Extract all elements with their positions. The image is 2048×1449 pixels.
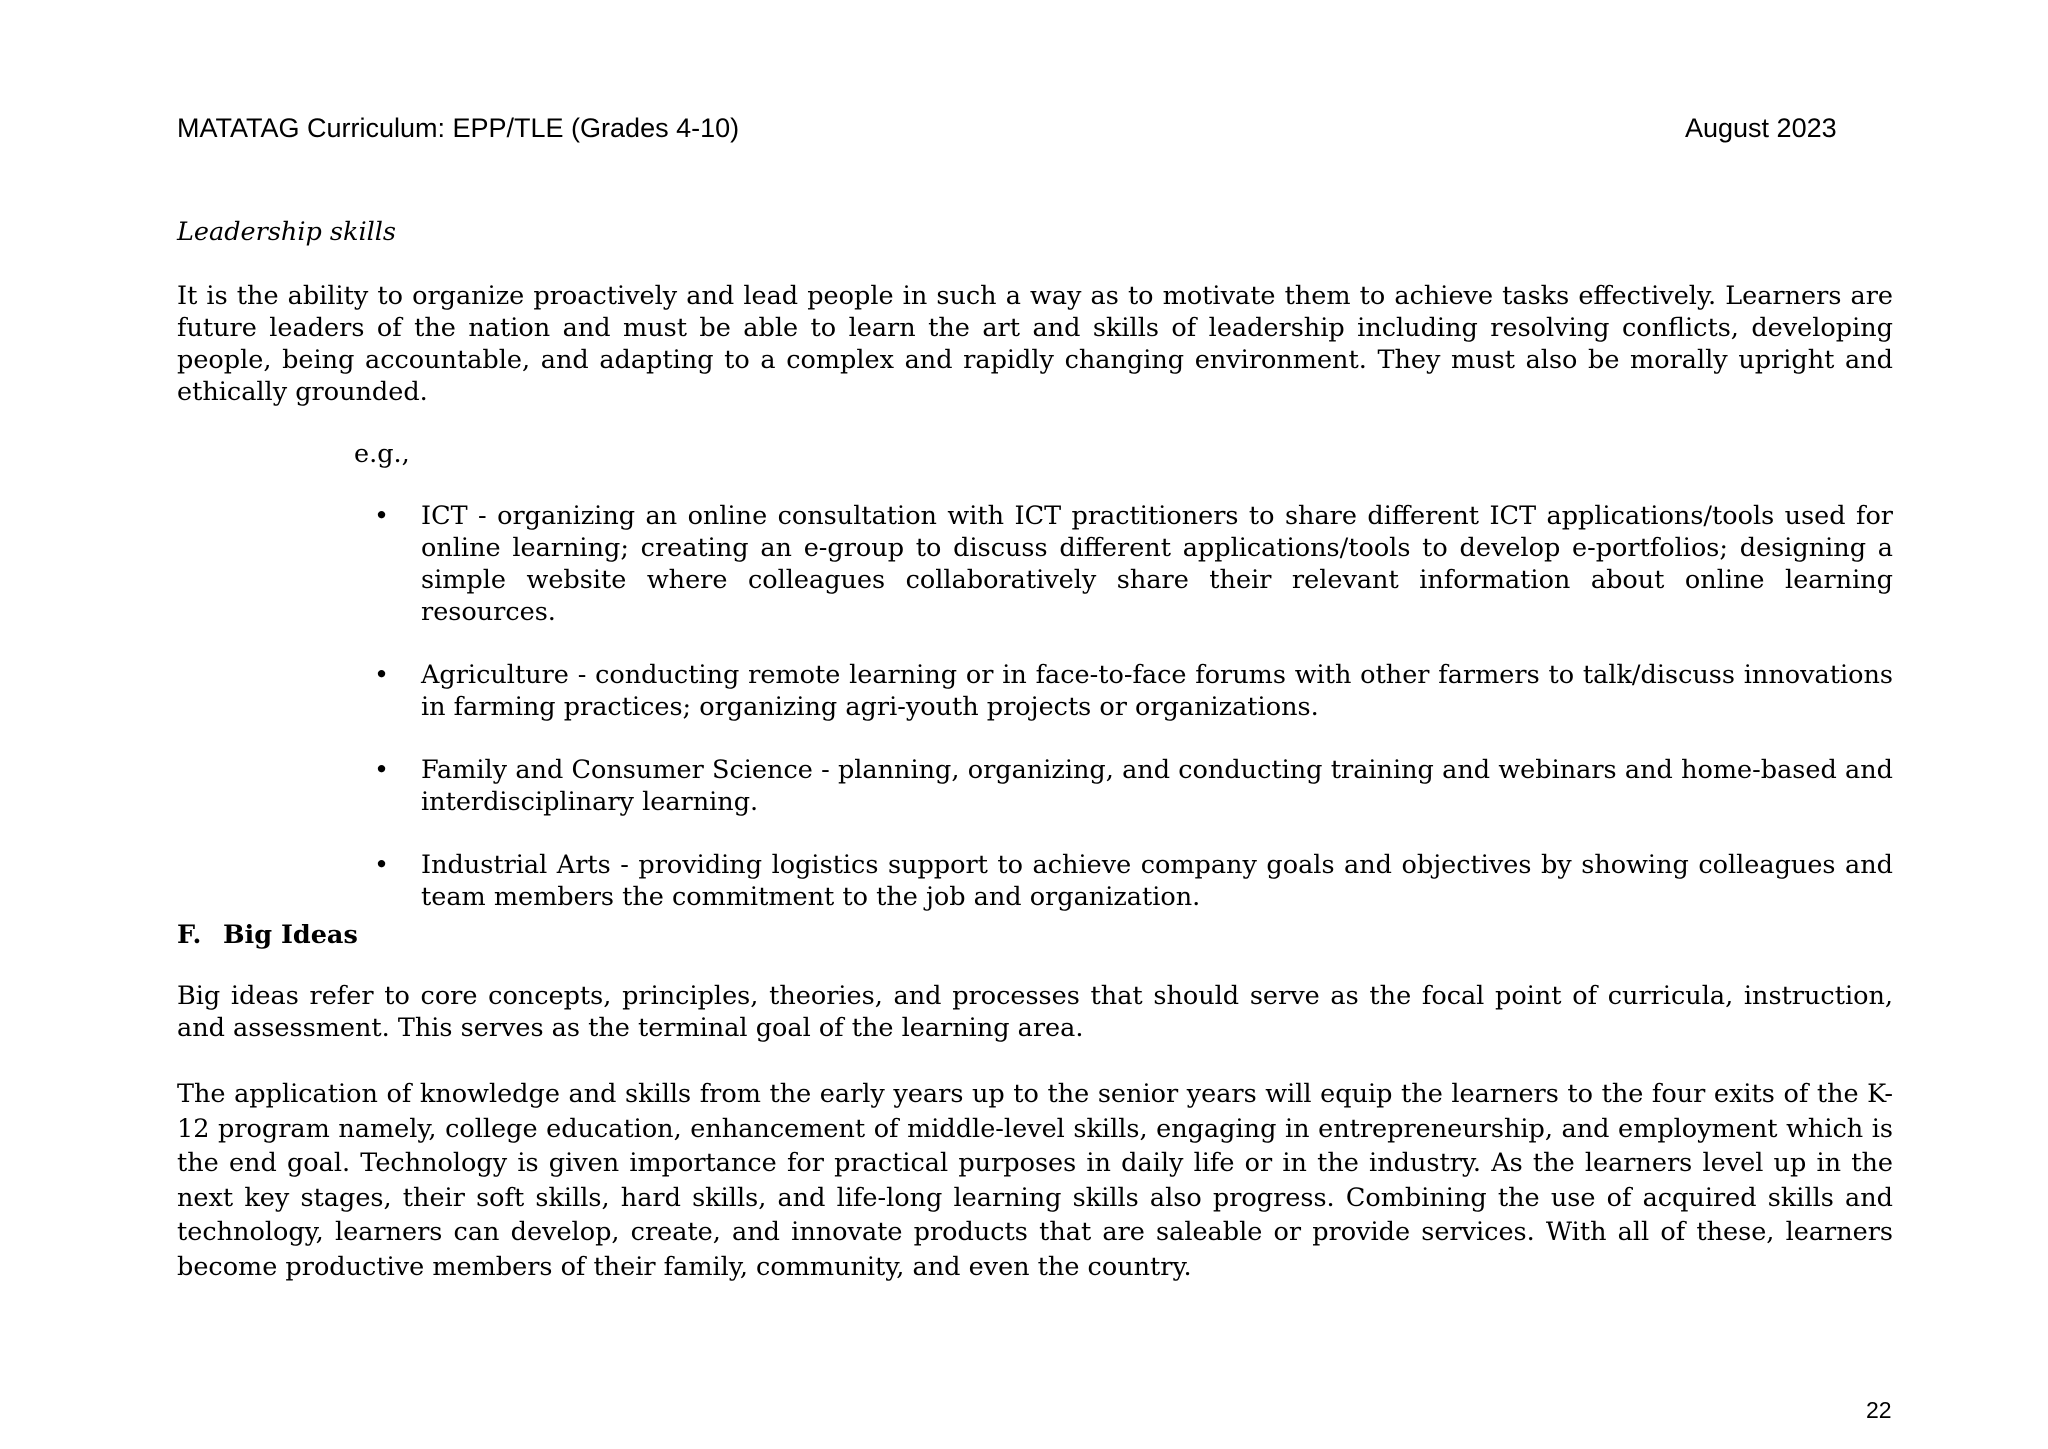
big-ideas-paragraph-1: Big ideas refer to core concepts, principles, theories, and processes that should serve as the focal point of curricula, instruction, and assessment. This serves as the terminal goal of the learning area. xyxy=(177,981,1893,1043)
big-ideas-heading xyxy=(177,919,358,951)
leadership-skills-heading: Leadership skills xyxy=(177,217,397,247)
bullet-text: ICT - organizing an online consultation with ICT practitioners to share different ICT applications/tools used for online learning; creating an e-group to discuss different applications/tools to develop e-portfolios; designing a simple website where colleagues collaboratively share their relevant information about online learning resources. xyxy=(421,501,1893,627)
section-letter: F. xyxy=(177,920,202,950)
leadership-paragraph: It is the ability to organize proactively and lead people in such a way as to motivate them to achieve tasks effectively. Learners are future leaders of the nation and must be able to learn the art and skills of leadership including resolving conflicts, developing people, being accountable, and adapting to a complex and rapidly changing environment. They must also be morally upright and ethically grounded. xyxy=(177,281,1893,407)
bullet-text: Agriculture - conducting remote learning or in face-to-face forums with other farmers to talk/discuss innovations in farming practices; organizing agri-youth projects or organizations. xyxy=(421,660,1893,722)
bullet-text: Family and Consumer Science - planning, organizing, and conducting training and webinars and home-based and interdisciplinary learning. xyxy=(421,755,1893,817)
section-title: Big Ideas xyxy=(223,920,358,950)
big-ideas-paragraph-2: The application of knowledge and skills from the early years up to the senior years will equip the learners to the four exits of the K-12 program namely, college education, enhancement of middle-level skills, engaging in entrepreneurship, and employment which is the end goal. Technology is given importance for practical purposes in daily life or in the industry. As the learners level up in the next key stages, their soft skills, hard skills, and life-long learning skills also progress. Combining the use of acquired skills and technology, learners can develop, create, and innovate products that are saleable or provide services. With all of these, learners become productive members of their family, community, and even the country. xyxy=(177,1079,1893,1282)
bullet-icon: • xyxy=(374,850,390,880)
bullet-text: Industrial Arts - providing logistics support to achieve company goals and objectives by showing colleagues and team members the commitment to the job and organization. xyxy=(421,850,1893,912)
bullet-icon: • xyxy=(374,501,390,531)
bullet-item-agriculture xyxy=(354,659,1893,723)
example-bullet-list xyxy=(354,500,1893,944)
bullet-icon: • xyxy=(374,660,390,690)
page-number: 22 xyxy=(1866,1397,1892,1423)
header-date: August 2023 xyxy=(1685,113,1837,143)
bullet-icon: • xyxy=(374,755,390,785)
header-title: MATATAG Curriculum: EPP/TLE (Grades 4-10) xyxy=(177,113,740,143)
bullet-item-industrial-arts xyxy=(354,849,1893,913)
bullet-item-ict xyxy=(354,500,1893,628)
example-label: e.g., xyxy=(354,439,410,469)
bullet-item-family-consumer-science xyxy=(354,754,1893,818)
